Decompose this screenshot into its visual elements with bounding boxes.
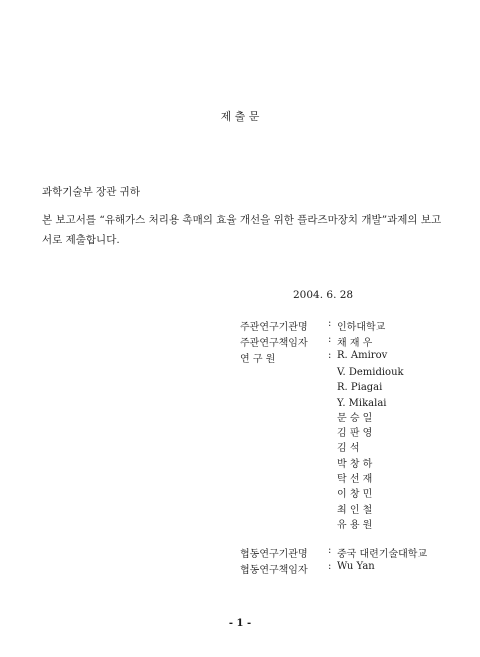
researcher-name: 탁 선 재 xyxy=(337,474,373,486)
researcher-name: 이 창 민 xyxy=(337,489,373,501)
coop-organization-label: 협동연구기관명 xyxy=(240,549,308,560)
researcher-name: 김 판 영 xyxy=(337,428,373,440)
coop-lead-value: Wu Yan xyxy=(337,561,375,572)
colon: : xyxy=(328,334,332,345)
colon: : xyxy=(328,545,332,556)
page-title: 제 출 문 xyxy=(220,110,260,123)
researchers-label: 연 구 원 xyxy=(240,354,276,365)
coop-lead-label: 협동연구책임자 xyxy=(240,565,308,576)
body-line: 서로 제출합니다. xyxy=(42,234,120,246)
researcher-name: R. Piagai xyxy=(337,382,383,394)
lead-researcher-value: 채 재 우 xyxy=(337,338,373,349)
submission-date: 2004. 6. 28 xyxy=(293,289,354,301)
organization-value: 인하대학교 xyxy=(337,322,386,333)
researcher-name: 최 인 철 xyxy=(337,504,373,516)
page-number: - 1 - xyxy=(228,618,252,629)
researcher-name: 문 승 일 xyxy=(337,412,373,424)
researcher-name: Y. Mikalai xyxy=(337,397,387,409)
body-paragraph xyxy=(42,210,442,250)
organization-label: 주관연구기관명 xyxy=(240,322,308,333)
colon: : xyxy=(328,561,332,572)
researcher-name: 유 용 원 xyxy=(337,519,373,531)
researcher-list xyxy=(337,365,404,533)
researcher-name: 박 창 하 xyxy=(337,458,373,470)
coop-organization-value: 중국 대련기술대학교 xyxy=(337,549,428,560)
lead-researcher-label: 주관연구책임자 xyxy=(240,338,308,349)
researcher-name: R. Amirov xyxy=(337,350,388,361)
colon: : xyxy=(328,350,332,361)
body-line: 본 보고서를 “유해가스 처리용 촉매의 효율 개선을 위한 플라즈마장치 개발”과제의 보고 xyxy=(42,214,442,226)
researcher-name: V. Demidiouk xyxy=(337,367,404,378)
researcher-name: 김 석 xyxy=(337,443,360,455)
colon: : xyxy=(328,318,332,329)
addressee: 과학기술부 장관 귀하 xyxy=(42,186,140,198)
